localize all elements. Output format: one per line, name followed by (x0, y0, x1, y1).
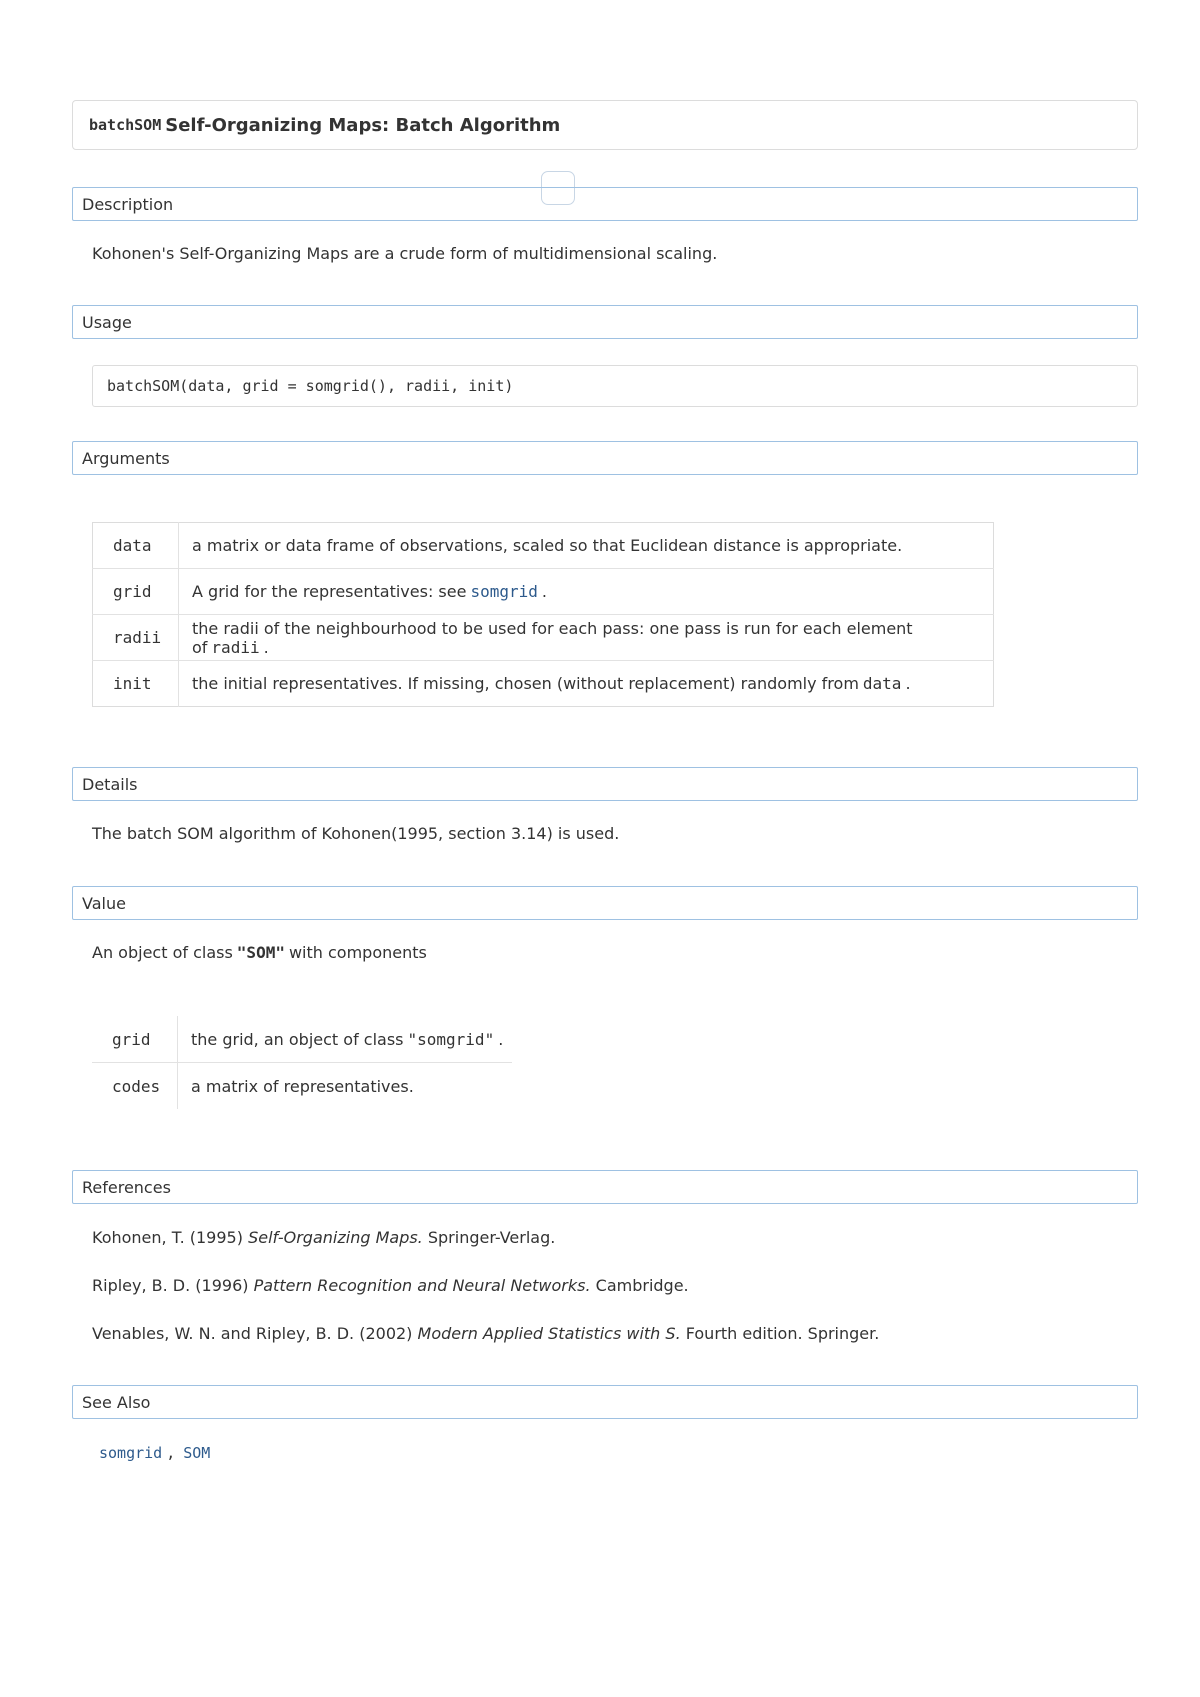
title-text: Self-Organizing Maps: Batch Algorithm (165, 114, 561, 136)
page-title (72, 100, 1138, 150)
description-text: Kohonen's Self-Organizing Maps are a crude form of multidimensional scaling. (92, 244, 718, 263)
reference-item: Kohonen, T. (1995) Self-Organizing Maps. Springer-Verlag. (92, 1228, 556, 1247)
argument-row (93, 569, 994, 615)
usage-code: batchSOM(data, grid = somgrid(), radii, init) (107, 377, 514, 395)
inline-code: data (862, 674, 902, 693)
section-header-details: Details (72, 767, 1138, 801)
reference-item: Ripley, B. D. (1996) Pattern Recognition and Neural Networks. Cambridge. (92, 1276, 689, 1295)
inline-code: "somgrid" (407, 1029, 495, 1049)
argument-name: radii (93, 615, 179, 661)
usage-code-block (92, 365, 1138, 407)
value-description: a matrix of representatives. (178, 1063, 513, 1110)
argument-name: grid (93, 569, 179, 615)
section-header-description: Description (72, 187, 1138, 221)
value-intro: An object of class "SOM" with components (92, 943, 427, 962)
reference-item: Venables, W. N. and Ripley, B. D. (2002) Modern Applied Statistics with S. Fourth edition. Springer. (92, 1324, 880, 1343)
value-row (92, 1016, 512, 1063)
section-header-references: References (72, 1170, 1138, 1204)
argument-row (93, 523, 994, 569)
section-header-arguments: Arguments (72, 441, 1138, 475)
see-also-links: somgrid , SOM (99, 1444, 211, 1462)
details-text: The batch SOM algorithm of Kohonen(1995, section 3.14) is used. (92, 824, 620, 843)
argument-description: the radii of the neighbourhood to be used for each pass: one pass is run for each element of radii . (179, 615, 994, 661)
value-name: codes (92, 1063, 178, 1110)
argument-description: the initial representatives. If missing, chosen (without replacement) randomly from data . (179, 661, 994, 707)
section-header-value: Value (72, 886, 1138, 920)
value-table (92, 1016, 512, 1109)
value-row (92, 1063, 512, 1110)
argument-row (93, 615, 994, 661)
value-description: the grid, an object of class "somgrid" . (191, 1029, 504, 1049)
argument-description: A grid for the representatives: see somgrid . (179, 569, 994, 615)
somgrid-link[interactable]: somgrid (99, 1444, 163, 1462)
function-name: batchSOM (89, 116, 162, 134)
som-link[interactable]: SOM (183, 1444, 211, 1462)
argument-name: init (93, 661, 179, 707)
arguments-table (92, 522, 994, 707)
argument-row (93, 661, 994, 707)
argument-name: data (93, 523, 179, 569)
inline-code: radii (211, 637, 260, 657)
section-header-see-also: See Also (72, 1385, 1138, 1419)
value-name: grid (92, 1016, 178, 1063)
inline-code: "SOM" (236, 943, 285, 962)
somgrid-link[interactable]: somgrid (470, 582, 538, 601)
argument-description: a matrix or data frame of observations, scaled so that Euclidean distance is appropriate. (192, 536, 903, 555)
section-header-usage: Usage (72, 305, 1138, 339)
